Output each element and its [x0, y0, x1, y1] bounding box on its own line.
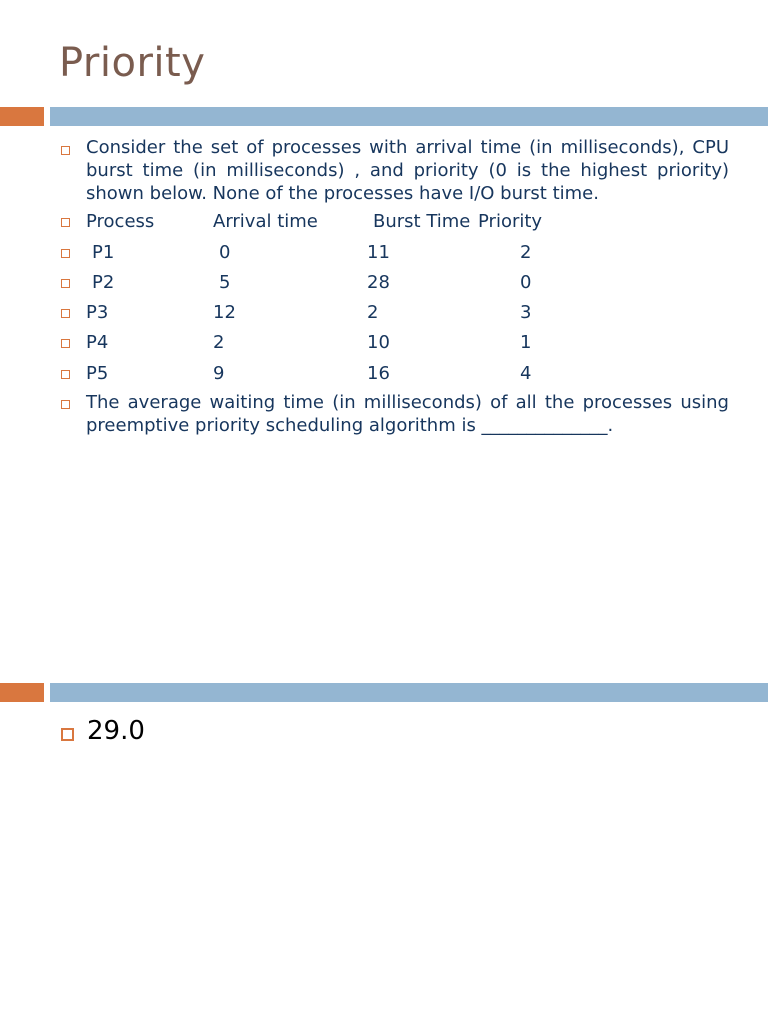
table-cell-arrival: 12 — [213, 302, 236, 323]
table-cell-burst: 16 — [367, 363, 390, 384]
divider-orange-block — [0, 683, 44, 702]
square-bullet-icon — [61, 249, 70, 258]
square-bullet-icon — [61, 339, 70, 348]
intro-paragraph: Consider the set of processes with arrival time (in milliseconds), CPU burst time (in milliseconds) , and priority (0 is the highest priority) shown below. None of the processes have I/O burst time. — [86, 137, 729, 204]
table-cell-burst: 11 — [367, 242, 390, 263]
table-header-priority: Priority — [478, 211, 543, 232]
table-cell-priority: 1 — [520, 332, 532, 353]
square-bullet-icon — [61, 279, 70, 288]
table-cell-burst: 10 — [367, 332, 390, 353]
table-cell-priority: 2 — [520, 242, 532, 263]
divider-blue-bar — [50, 107, 768, 126]
table-cell-process: P1 — [92, 242, 115, 263]
square-bullet-icon — [61, 309, 70, 318]
table-cell-arrival: 5 — [219, 272, 231, 293]
slide-title: Priority — [59, 40, 206, 86]
table-header-process: Process — [86, 211, 155, 232]
square-bullet-icon — [61, 146, 70, 155]
answer-value: 29.0 — [87, 716, 145, 746]
table-cell-priority: 3 — [520, 302, 532, 323]
question-paragraph: The average waiting time (in milliseconds) of all the processes using preemptive priority scheduling algorithm is ______________. — [86, 392, 729, 436]
divider-blue-bar — [50, 683, 768, 702]
table-cell-arrival: 9 — [213, 363, 225, 384]
table-cell-process: P2 — [92, 272, 115, 293]
table-cell-arrival: 2 — [213, 332, 225, 353]
table-cell-arrival: 0 — [219, 242, 231, 263]
table-cell-burst: 2 — [367, 302, 379, 323]
square-bullet-icon — [61, 370, 70, 379]
table-cell-process: P5 — [86, 363, 109, 384]
answer-divider-band — [0, 683, 768, 702]
title-divider-band — [0, 107, 768, 126]
table-header-arrival: Arrival time — [213, 211, 318, 232]
table-cell-burst: 28 — [367, 272, 390, 293]
table-cell-process: P4 — [86, 332, 109, 353]
table-cell-priority: 4 — [520, 363, 532, 384]
square-bullet-icon — [61, 400, 70, 409]
square-bullet-icon — [61, 218, 70, 227]
table-header-burst: Burst Time — [373, 211, 471, 232]
square-bullet-icon — [61, 728, 74, 741]
table-cell-priority: 0 — [520, 272, 532, 293]
divider-orange-block — [0, 107, 44, 126]
table-cell-process: P3 — [86, 302, 109, 323]
